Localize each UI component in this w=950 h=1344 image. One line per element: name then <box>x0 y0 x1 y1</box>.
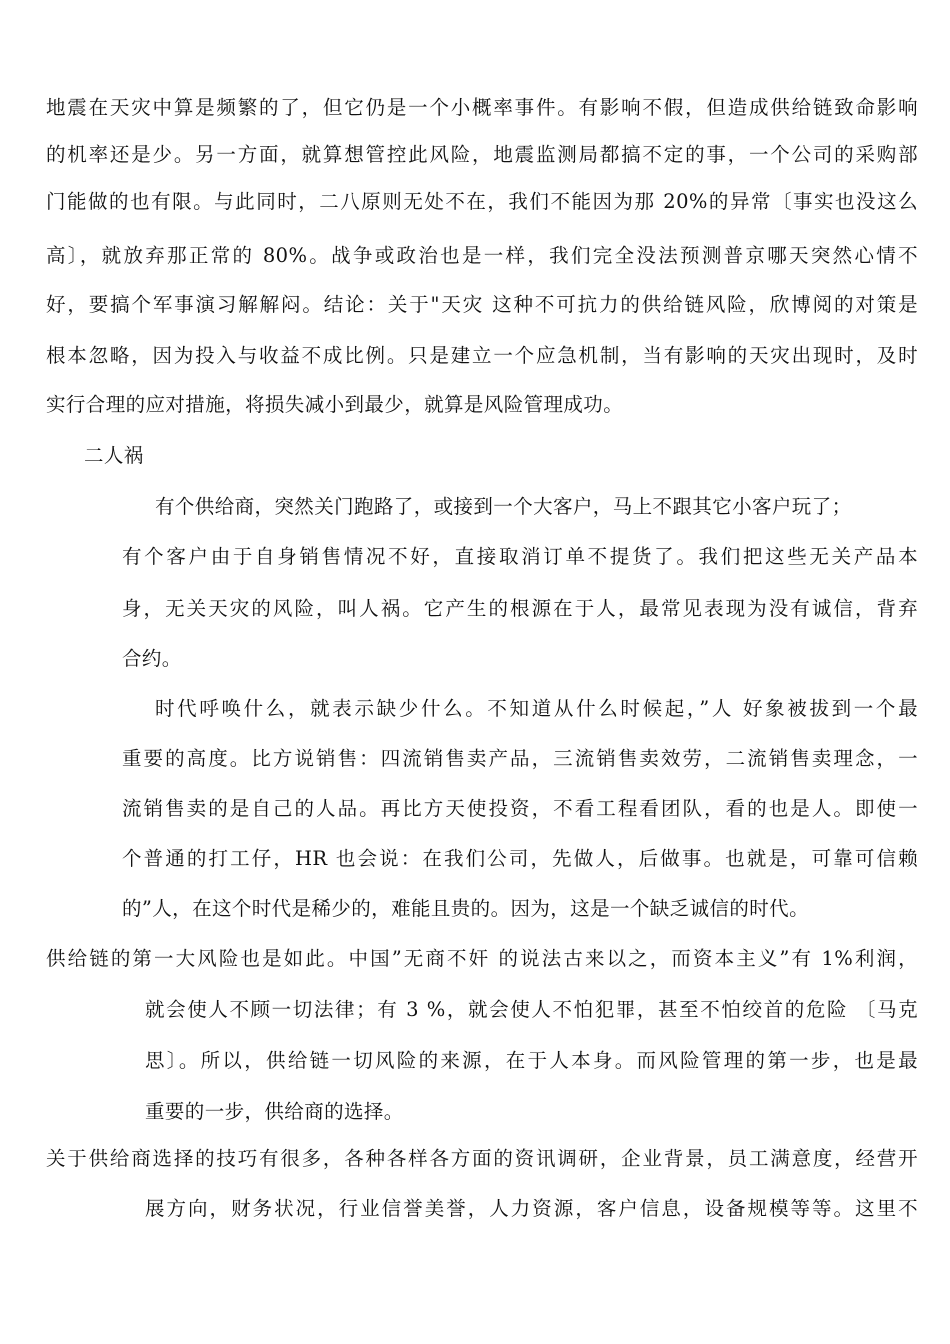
paragraph-line: 的机率还是少。另一方面，就算想管控此风险，地震监测局都搞不定的事，一个公司的采购部 <box>46 143 918 166</box>
paragraph-line: 身，无关天灾的风险，叫人祸。它产生的根源在于人，最常见表现为没有诚信，背弃 <box>122 597 918 620</box>
section-heading: 二人祸 <box>84 444 144 467</box>
paragraph-line: 重要的高度。比方说销售：四流销售卖产品，三流销售卖效劳，二流销售卖理念，一 <box>122 747 918 770</box>
paragraph-line: 有个供给商，突然关门跑路了，或接到一个大客户，马上不跟其它小客户玩了； <box>155 495 852 518</box>
paragraph-line: 实行合理的应对措施，将损失减小到最少，就算是风险管理成功。 <box>46 393 624 416</box>
paragraph-line: 高〕，就放弃那正常的 80%。战争或政治也是一样，我们完全没法预测普京哪天突然心情不 <box>46 244 918 267</box>
paragraph-line: 好，要搞个军事演习解解闷。结论：关于"天灾 这种不可抗力的供给链风险，欣博阅的对策是 <box>46 293 918 316</box>
paragraph-line: 合约。 <box>122 647 182 670</box>
paragraph-line: 地震在天灾中算是频繁的了，但它仍是一个小概率事件。有影响不假，但造成供给链致命影响 <box>46 96 918 119</box>
paragraph-line: 个普通的打工仔，HR 也会说：在我们公司，先做人，后做事。也就是，可靠可信赖 <box>122 847 918 870</box>
paragraph-line: 时代呼唤什么，就表示缺少什么。不知道从什么时候起，”人 好象被拔到一个最 <box>155 697 918 720</box>
paragraph-line: 关于供给商选择的技巧有很多，各种各样各方面的资讯调研，企业背景，员工满意度，经营开 <box>46 1147 918 1170</box>
paragraph-line: 供给链的第一大风险也是如此。中国”无商不奸 的说法古来以之，而资本主义”有 1%利润， <box>46 947 918 970</box>
paragraph-line: 根本忽略，因为投入与收益不成比例。只是建立一个应急机制，当有影响的天灾出现时，及时 <box>46 344 918 367</box>
paragraph-line: 重要的一步，供给商的选择。 <box>145 1100 404 1123</box>
paragraph-line: 就会使人不顾一切法律；有 3 %，就会使人不怕犯罪，甚至不怕绞首的危险 〔马克 <box>145 998 918 1021</box>
paragraph-line: 展方向，财务状况，行业信誉美誉，人力资源，客户信息，设备规模等等。这里不 <box>145 1197 918 1220</box>
paragraph-line: 门能做的也有限。与此同时，二八原则无处不在，我们不能因为那 20%的异常〔事实也没这么 <box>46 190 918 213</box>
paragraph-line: 有个客户由于自身销售情况不好，直接取消订单不提货了。我们把这些无关产品本 <box>122 545 918 568</box>
paragraph-line: 思〕。所以，供给链一切风险的来源，在于人本身。而风险管理的第一步，也是最 <box>145 1049 918 1072</box>
paragraph-line: 的”人，在这个时代是稀少的，难能且贵的。因为，这是一个缺乏诚信的时代。 <box>122 897 809 920</box>
paragraph-line: 流销售卖的是自己的人品。再比方天使投资，不看工程看团队，看的也是人。即使一 <box>122 797 918 820</box>
